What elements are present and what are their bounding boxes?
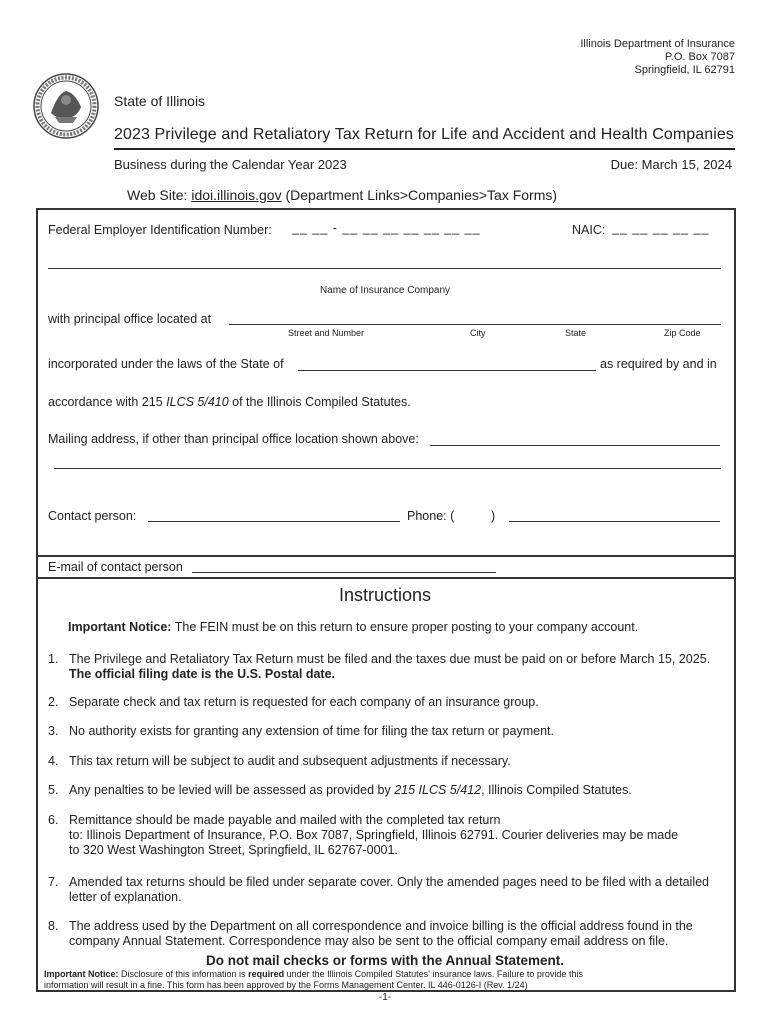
instruction-item (48, 813, 728, 858)
phone-close-paren: ) (491, 509, 496, 523)
instruction-item (48, 724, 728, 739)
instruction-item (48, 919, 728, 949)
footer-required: required (248, 969, 285, 979)
accordance-ilcs: ILCS 5/410 (166, 395, 229, 409)
state-name: State of Illinois (114, 93, 206, 109)
mailing-label: Mailing address, if other than principal office location shown above: (48, 432, 419, 446)
address-line-3: Springfield, IL 62791 (634, 64, 735, 76)
website-suffix: (Department Links>Companies>Tax Forms) (281, 187, 558, 203)
footer-notice-bold: Important Notice: (44, 969, 119, 979)
item-bold-text: The official filing date is the U.S. Postal date. (69, 667, 336, 681)
website-line (127, 187, 557, 203)
mailing-input-line-2[interactable] (54, 468, 721, 469)
item-text: This tax return will be subject to audit and subsequent adjustments if necessary. (69, 754, 511, 768)
fein-input[interactable]: __ __ - __ __ __ __ __ __ __ (292, 221, 481, 235)
principal-office-label: with principal office located at (48, 312, 212, 326)
phone-input[interactable] (509, 521, 720, 522)
item-text: The Privilege and Retaliatory Tax Return must be filed and the taxes due must be paid on or before March 15, 2025. (69, 652, 711, 666)
address-line-1: Illinois Department of Insurance (580, 38, 735, 50)
item-text: No authority exists for granting any extension of time for filing the tax return or payment. (69, 724, 554, 738)
item-line-2: to: Illinois Department of Insurance, P.O. Box 7087, Springfield, Illinois 62791. Courier deliveries may be made (69, 828, 679, 842)
address-line-2: P.O. Box 7087 (664, 51, 735, 63)
mailing-input-line-1[interactable] (430, 445, 720, 446)
principal-office-input[interactable] (229, 324, 721, 325)
city-caption: City (470, 328, 486, 338)
website-link[interactable]: idoi.illinois.gov (191, 187, 282, 203)
item-number: 2. (48, 695, 59, 709)
item-text-a: Any penalties to be levied will be assessed as provided by (69, 783, 395, 797)
footer-line-1 (44, 969, 724, 980)
title-divider (114, 148, 735, 150)
item-line-2: company Annual Statement. Correspondence may also be sent to the official company email address on file. (69, 934, 669, 948)
accordance-line (48, 395, 411, 409)
instruction-item (48, 875, 728, 905)
incorporated-label: incorporated under the laws of the State of (48, 357, 284, 371)
street-caption: Street and Number (288, 328, 365, 338)
item-number: 3. (48, 724, 59, 738)
notice-bold: Important Notice: (68, 620, 172, 634)
item-number: 6. (48, 813, 59, 827)
email-label: E-mail of contact person (48, 560, 183, 574)
fein-label: Federal Employer Identification Number: (48, 223, 272, 237)
due-date: Due: March 15, 2024 (610, 157, 732, 172)
item-number: 1. (48, 652, 59, 666)
form-divider (36, 555, 736, 557)
item-text-b: , Illinois Compiled Statutes. (481, 783, 632, 797)
illinois-state-seal (33, 73, 99, 139)
item-line-1: Remittance should be made payable and mailed with the completed tax return (69, 813, 501, 827)
contact-input[interactable] (148, 521, 400, 522)
item-text (69, 783, 728, 798)
website-prefix: Web Site: (127, 187, 192, 203)
do-not-mail-notice: Do not mail checks or forms with the Annual Statement. (205, 953, 565, 968)
zip-caption: Zip Code (664, 328, 701, 338)
item-text: Separate check and tax return is requested for each company of an insurance group. (69, 695, 539, 709)
contact-label: Contact person: (48, 509, 137, 523)
naic-label: NAIC: (572, 223, 606, 237)
form-title: 2023 Privilege and Retaliatory Tax Return for Life and Accident and Health Companies (114, 126, 735, 143)
business-year: Business during the Calendar Year 2023 (114, 157, 347, 172)
instruction-item (48, 695, 728, 710)
incorporated-state-input[interactable] (298, 370, 596, 371)
item-line-1: Amended tax returns should be filed under separate cover. Only the amended pages need to be filed with a detailed (69, 875, 710, 889)
item-line-1: The address used by the Department on all correspondence and invoice billing is the official address found in the (69, 919, 693, 933)
item-line-2: letter of explanation. (69, 890, 182, 904)
instruction-item (48, 754, 728, 769)
notice-text: The FEIN must be on this return to ensure proper posting to your company account. (171, 620, 639, 634)
instruction-item (48, 652, 728, 682)
item-number: 7. (48, 875, 59, 889)
state-caption: State (565, 328, 587, 338)
item-number: 8. (48, 919, 59, 933)
footer-notice-a: Disclosure of this information is (118, 969, 249, 979)
instructions-title: Instructions (338, 585, 432, 605)
footer-notice-b: under the Illinois Compiled Statutes' insurance laws. Failure to provide this (284, 969, 583, 979)
department-address (580, 38, 735, 77)
accordance-prefix: accordance with 215 (48, 395, 167, 409)
important-notice (68, 620, 638, 634)
phone-label: Phone: ( (407, 509, 455, 523)
accordance-suffix: of the Illinois Compiled Statutes. (228, 395, 411, 409)
instructions-divider (36, 577, 736, 579)
naic-input[interactable]: __ __ __ __ __ (612, 221, 710, 235)
footer-line-2: information will result in a fine. This form has been approved by the Forms Management Center. IL 446-0126-I (Rev. 1/24) (44, 980, 528, 990)
item-number: 5. (48, 783, 59, 797)
item-ilcs: 215 ILCS 5/412 (394, 783, 482, 797)
as-required-label: as required by and in (600, 357, 717, 371)
instruction-item (48, 783, 728, 798)
page-number: -1- (378, 992, 392, 1003)
item-line-3: to 320 West Washington Street, Springfield, IL 62767-0001. (69, 843, 398, 857)
item-number: 4. (48, 754, 59, 768)
email-input[interactable] (192, 572, 496, 573)
company-name-input[interactable] (48, 268, 721, 269)
company-name-caption: Name of Insurance Company (319, 285, 451, 296)
footer-notice (44, 969, 724, 991)
